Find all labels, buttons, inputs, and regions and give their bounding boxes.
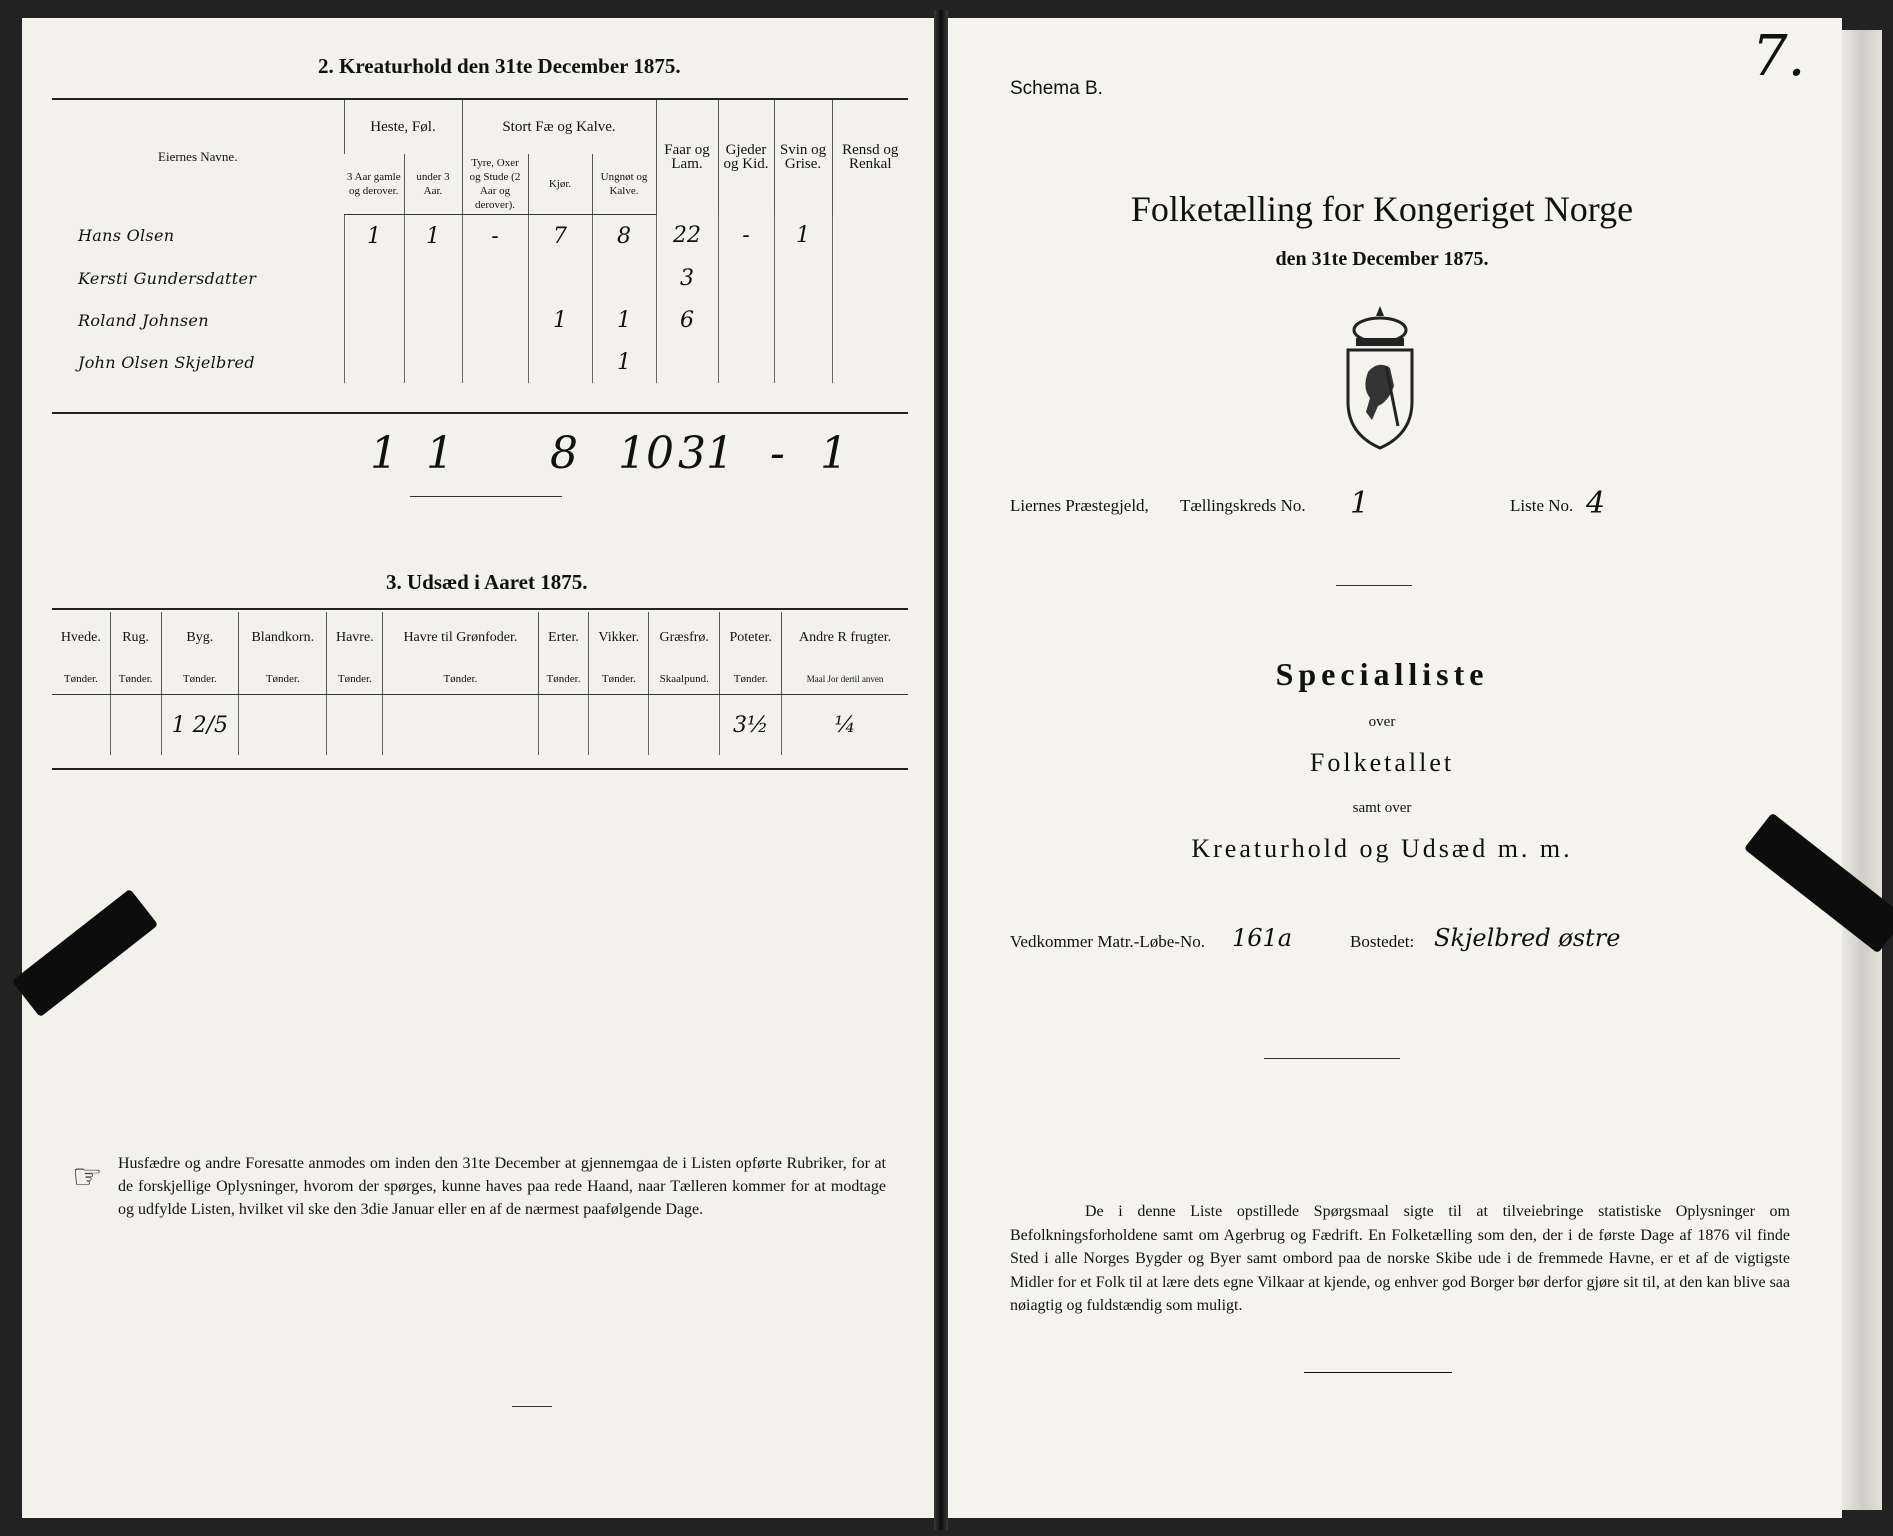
sowing-table [52,612,908,755]
cell-sheep: 3 [656,257,718,299]
col-sheep: Faar og Lam. [656,100,718,215]
cell-horses-3plus [344,257,404,299]
total-pigs: 1 [820,428,848,479]
col-pigs: Svin og Grise. [774,100,832,215]
value-oats [327,695,383,756]
cell-horses-under3 [404,257,462,299]
matr-no: 161a [1232,924,1293,952]
table-row [52,257,908,299]
kreaturhold-heading: Kreaturhold og Udsæd m. m. [1191,834,1573,863]
col-horses-group: Heste, Føl. [344,100,462,154]
col-cattle-group: Stort Fæ og Kalve. [462,100,656,154]
cell-reindeer [832,257,908,299]
table-row [52,215,908,258]
value-rye [110,695,161,756]
value-peas [538,695,589,756]
sowing-headers [52,612,908,664]
value-wheat [52,695,110,756]
table-row [52,341,908,383]
cell-reindeer [832,341,908,383]
explanatory-paragraph: De i denne Liste opstillede Spørgsmaal sigte til at tilveiebringe statistiske Oplysninger om Befolkningsforholdene samt om Agerbrug og Fædrift. En Folketælling som den, der i de første Dage af 1876 vil finde Sted i alle Norges Bygder og Byer samt ombord paa de norske Skibe ude i de fremmede Havne, er et af de vigtigste Midler for et Folk til at lære dets egne Vilkaar at kjende, og enhver god Borger bør derfor gjøre sit til, at den kan blive saa nøiagtig og fuldstændig som muligt. [1010,1203,1791,1314]
rule [410,496,562,497]
schema-label: Schema B. [1010,78,1103,99]
cell-calves: 1 [592,341,656,383]
rule [1304,1372,1452,1373]
list-label: Liste No. [1510,496,1574,515]
cell-goats [718,299,774,341]
specialliste-heading: Specialliste [1275,656,1489,692]
cell-cows [528,257,592,299]
value-barley: 1 2/5 [161,695,239,756]
bosted-label: Bostedet: [1350,932,1415,951]
cell-horses-under3 [404,341,462,383]
sowing-units [52,664,908,695]
matr-label: Vedkommer Matr.-Løbe-No. [1010,932,1205,951]
col-horses-under3: under 3 Aar. [404,154,462,215]
folketallet-heading: Folketallet [1309,748,1455,777]
total-sheep: 31 [678,428,734,479]
page-title: Folketælling for Kongeriget Norge [1130,189,1634,229]
value-vetch [589,695,649,756]
cell-bulls [462,299,528,341]
unit: Tønder. [52,664,110,695]
unit: Tønder. [161,664,239,695]
owner-name: Roland Johnsen [78,310,209,330]
bosted-value: Skjelbred østre [1434,924,1621,952]
cell-horses-3plus [344,341,404,383]
value-potatoes: 3½ [720,695,782,756]
cell-goats [718,341,774,383]
cell-bulls [462,257,528,299]
unit: Tønder. [110,664,161,695]
cell-calves: 8 [592,215,656,258]
col-barley: Byg. [161,612,239,664]
col-bulls: Tyre, Oxer og Stude (2 Aar og derover). [462,154,528,215]
cell-cows: 7 [528,215,592,258]
cell-horses-3plus [344,299,404,341]
owner-name: Hans Olsen [78,226,175,246]
col-root-crops: Andre R frugter. [782,612,908,664]
section3-title: 3. Udsæd i Aaret 1875. [386,570,588,594]
cell-reindeer [832,299,908,341]
footnote: Husfædre og andre Foresatte anmodes om inden den 31te December at gjennemgaa de i Listen opførte Rubriker, for at de forskjellige Oplysninger, hvorom der spørges, kunne haves paa rede Haand, naar Tælleren kommer for at modtage og udfylde Listen, hvilket vil ske den 3die Januar eller en af de nærmest paafølgende Dage. [118,1155,886,1218]
census-date: den 31te December 1875. [1275,248,1489,270]
rule [1336,585,1412,586]
col-horses-3plus: 3 Aar gamle og derover. [344,154,404,215]
col-peas: Erter. [538,612,589,664]
cell-pigs [774,299,832,341]
district-label: Tællingskreds No. [1180,496,1306,515]
value-green-oats [383,695,538,756]
col-calves: Ungnøt og Kalve. [592,154,656,215]
norwegian-lion-crest-icon [1338,302,1422,452]
col-oats: Havre. [327,612,383,664]
total-goats: - [770,428,785,479]
unit: Tønder. [327,664,383,695]
district-no: 1 [1350,486,1370,521]
unit: Tønder. [538,664,589,695]
unit: Skaalpund. [649,664,720,695]
col-goats: Gjeder og Kid. [718,100,774,215]
cell-horses-under3 [404,299,462,341]
total-calves: 10 [618,428,674,479]
table-row [52,299,908,341]
cell-cows [528,341,592,383]
unit: Tønder. [239,664,327,695]
unit: Tønder. [720,664,782,695]
cell-pigs: 1 [774,215,832,258]
cell-sheep: 6 [656,299,718,341]
rule [52,412,908,414]
parish: Liernes Præstegjeld, [1010,496,1149,515]
sowing-values [52,695,908,756]
unit: Maal Jor dertil anven [782,664,908,695]
total-cows: 8 [550,428,578,479]
cell-sheep: 22 [656,215,718,258]
col-mixed-grain: Blandkorn. [239,612,327,664]
rule [1264,1058,1400,1059]
unit: Tønder. [383,664,538,695]
cell-calves [592,257,656,299]
cell-goats [718,257,774,299]
owner-name: Kersti Gundersdatter [78,268,257,288]
col-vetch: Vikker. [589,612,649,664]
rule [512,1406,552,1407]
rule [52,768,908,770]
total-horses-under3: 1 [426,428,454,479]
rule [52,608,908,610]
cell-bulls [462,341,528,383]
samt-over-text: samt over [1352,800,1412,816]
cell-sheep [656,341,718,383]
cell-pigs [774,341,832,383]
cell-reindeer [832,215,908,258]
list-no: 4 [1586,486,1606,521]
value-mixed-grain [239,695,327,756]
cell-goats: - [718,215,774,258]
col-grass-seed: Græsfrø. [649,612,720,664]
cell-pigs [774,257,832,299]
pointing-hand-icon: ☞ [72,1157,103,1197]
cell-cows: 1 [528,299,592,341]
value-grass-seed [649,695,720,756]
book-spine [934,10,948,1530]
cell-bulls: - [462,215,528,258]
value-root-crops: ¼ [782,695,908,756]
page-edge [1842,30,1882,1510]
col-potatoes: Poteter. [720,612,782,664]
cell-calves: 1 [592,299,656,341]
unit: Tønder. [589,664,649,695]
over-text: over [1368,714,1396,730]
col-owners: Eiernes Navne. [158,149,238,165]
total-horses-3plus: 1 [370,428,398,479]
col-rye: Rug. [110,612,161,664]
owner-name: John Olsen Skjelbred [78,352,255,372]
col-green-oats: Havre til Grønfoder. [383,612,538,664]
col-cows: Kjør. [528,154,592,215]
col-wheat: Hvede. [60,630,101,645]
section2-title: 2. Kreaturhold den 31te December 1875. [318,54,681,78]
livestock-table [52,100,908,383]
cell-horses-3plus: 1 [344,215,404,258]
cell-horses-under3: 1 [404,215,462,258]
col-reindeer: Rensd og Renkal [832,100,908,215]
page-number: 7. [1752,24,1806,89]
